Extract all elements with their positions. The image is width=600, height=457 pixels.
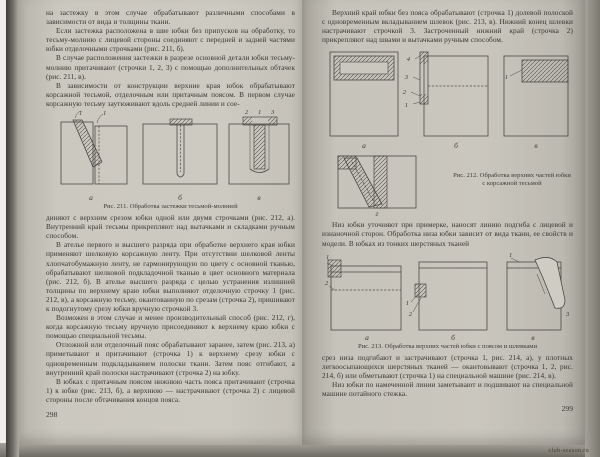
svg-text:1: 1 xyxy=(325,253,329,261)
svg-text:3: 3 xyxy=(565,310,569,318)
svg-text:2: 2 xyxy=(324,279,328,287)
paragraph: В юбках с притачным поясом нижнюю часть пояса притачивают (строчка 1) к юбке (рис. 213, б), а верхнюю — настрачивают (строчка 2) с лицевой стороны после обтачивания концов пояса. xyxy=(46,376,295,404)
watermark: club-season.ru xyxy=(548,447,589,454)
svg-text:1: 1 xyxy=(508,251,512,259)
svg-text:в: в xyxy=(256,193,261,203)
paragraph: Если застежка расположена в шве юбки без припусков на обработку, то тесьму-молнию с лицевой стороны соединяют с передней и задней частями юбки отделочными строчками (рис. 211, б). xyxy=(46,26,295,54)
book-bottom-edge xyxy=(0,443,600,457)
svg-text:2: 2 xyxy=(408,310,412,318)
paragraph: Низ юбки по намеченной линии заметывают и подшивают на специальной машине потайного стежка. xyxy=(322,379,573,399)
paragraph: диняют с верхним срезом юбки одной или двумя строчками (рис. 212, а). Внутренний край тесьмы прикрепляют над вытачками и складками ручным способом. xyxy=(46,213,295,241)
svg-text:1: 1 xyxy=(102,110,106,118)
svg-text:2: 2 xyxy=(402,89,406,97)
paragraph: Отложной или отделочный пояс обрабатывают заранее, затем (рис. 213, а) приметывают и притачивают (строчка 1) к верхнему срезу юбки с одновременным подкладыванием полоски ткани. Затем пояс отгибают, а внутренний край полоски настрачивают (строчка 2) на юбку. xyxy=(46,340,295,377)
paragraph: Верхний край юбки без пояса обрабатывают (строчка 1) долевой полоской с одновременным вкладыванием шлевок (рис. 213, в). Нижний конец шлевки настрачивают строчкой 3. Застроченный нижний край (строчка 2) прикрепляют над швами и вытачками ручным способом. xyxy=(322,8,573,45)
paragraph: срез низа подгибают и застрачивают (строчка 1, рис. 214, а), у плотных легкоосыпающихся шерстяных тканей — окантовывают (строчка 1, 2, рис. 214, б) или обметывают (строчка 1) на специальной машине (рис. 214, в). xyxy=(322,352,573,380)
svg-text:в: в xyxy=(530,332,535,342)
figure-213-panel-a xyxy=(325,254,401,342)
figure-212-caption: Рис. 212. Обработка верхних частей юбки с корсажной тесьмой xyxy=(453,172,571,188)
figure-212-panel-v xyxy=(504,56,568,150)
paragraph: Низ юбки уточняют при примерке, наносят линию подгиба с лицевой и изнаночной сторон. Обработка низа юбки зависит от вида ткани, ее свойств и модели. В юбках из тонких шерстяных тканей xyxy=(322,220,573,248)
paragraph: Возможен в этом случае и менее производительный способ (рис. 212, г), когда корсажную тесьму вручную присоединяют к верхнему краю юбки с помощью специальной тесьмы. xyxy=(46,313,295,341)
svg-text:4: 4 xyxy=(406,56,410,64)
svg-text:2: 2 xyxy=(244,110,248,117)
svg-text:б: б xyxy=(450,332,455,342)
svg-text:1: 1 xyxy=(504,74,508,82)
svg-text:а: а xyxy=(364,332,369,342)
svg-text:1: 1 xyxy=(78,110,82,118)
figure-211-caption: Рис. 211. Обработка застежки тесьмой-молнией xyxy=(103,203,238,211)
svg-text:3: 3 xyxy=(404,74,408,82)
figure-211-panel-b xyxy=(143,119,217,202)
figure-212-panel-b xyxy=(403,52,488,150)
figure-211-panel-v xyxy=(229,110,289,202)
svg-text:1: 1 xyxy=(404,102,408,110)
svg-text:в: в xyxy=(534,141,538,151)
figure-213-caption: Рис. 213. Обработка верхних частей юбки с поясом и шлевками xyxy=(357,342,538,350)
figure-211-panel-a xyxy=(61,110,127,202)
page-number-left: 298 xyxy=(46,410,58,419)
left-page xyxy=(19,0,302,445)
svg-text:а: а xyxy=(362,141,366,151)
svg-text:1: 1 xyxy=(405,299,409,307)
svg-text:г: г xyxy=(375,209,379,217)
paragraph: на застежку в этом случае обрабатывают различными способами в зависимости от вида и толщины ткани. xyxy=(46,8,295,27)
page-number-right: 299 xyxy=(561,404,573,414)
svg-text:3: 3 xyxy=(270,110,274,117)
book-spine-shadow xyxy=(6,0,19,457)
figure-211-drawing xyxy=(51,110,291,202)
paragraph: В зависимости от конструкции верхние края юбок обрабатывают корсажной тесьмой, отделочным или притачным поясом. В первом случае корсажную тесьму заутюживают вдоль средней линии и сое- xyxy=(46,80,295,108)
figure-213-panel-b xyxy=(405,262,486,342)
right-page xyxy=(302,0,585,445)
svg-text:а: а xyxy=(88,193,93,203)
figure-213-panel-v xyxy=(507,252,570,342)
figure-212-panel-g xyxy=(338,156,416,216)
svg-text:б: б xyxy=(454,141,458,151)
paragraph: В случае расположения застежки в разрезе основной детали юбки тесьму-молнию притачивают (строчки 1, 2, 3) с помощью дополнительных обтачек (рис. 211, в). xyxy=(46,53,295,81)
svg-text:1: 1 xyxy=(257,110,261,117)
figure-213-drawing xyxy=(323,250,573,342)
svg-text:б: б xyxy=(177,193,182,203)
figure-211 xyxy=(46,110,295,211)
figure-212 xyxy=(322,46,573,218)
figure-212-panel-a xyxy=(330,52,398,150)
figure-213 xyxy=(322,250,573,351)
paragraph: В ателье первого и высшего разряда при обработке верхнего края юбки применяют шелковую корсажную ленту. При отсутствии шелковой ленты хлопчатобумажную ленту, не гармонирующую по цвету с основной тканью, обрабатывают шелковой подкладочной тканью в цвет основного материала (рис. 212, б). В ателье высшего разряда с целью устранения излишней толщины по верхнему краю юбки выполняют отделочную строчку 1 (рис. 212, в), а корсажную тесьму, окантованную по срезам (строчка 2), пришивают к подогнутому срезу юбки вручную строчкой 3. xyxy=(46,240,295,313)
book-right-edge-shadow xyxy=(585,0,600,457)
figure-212-drawing xyxy=(322,46,572,216)
